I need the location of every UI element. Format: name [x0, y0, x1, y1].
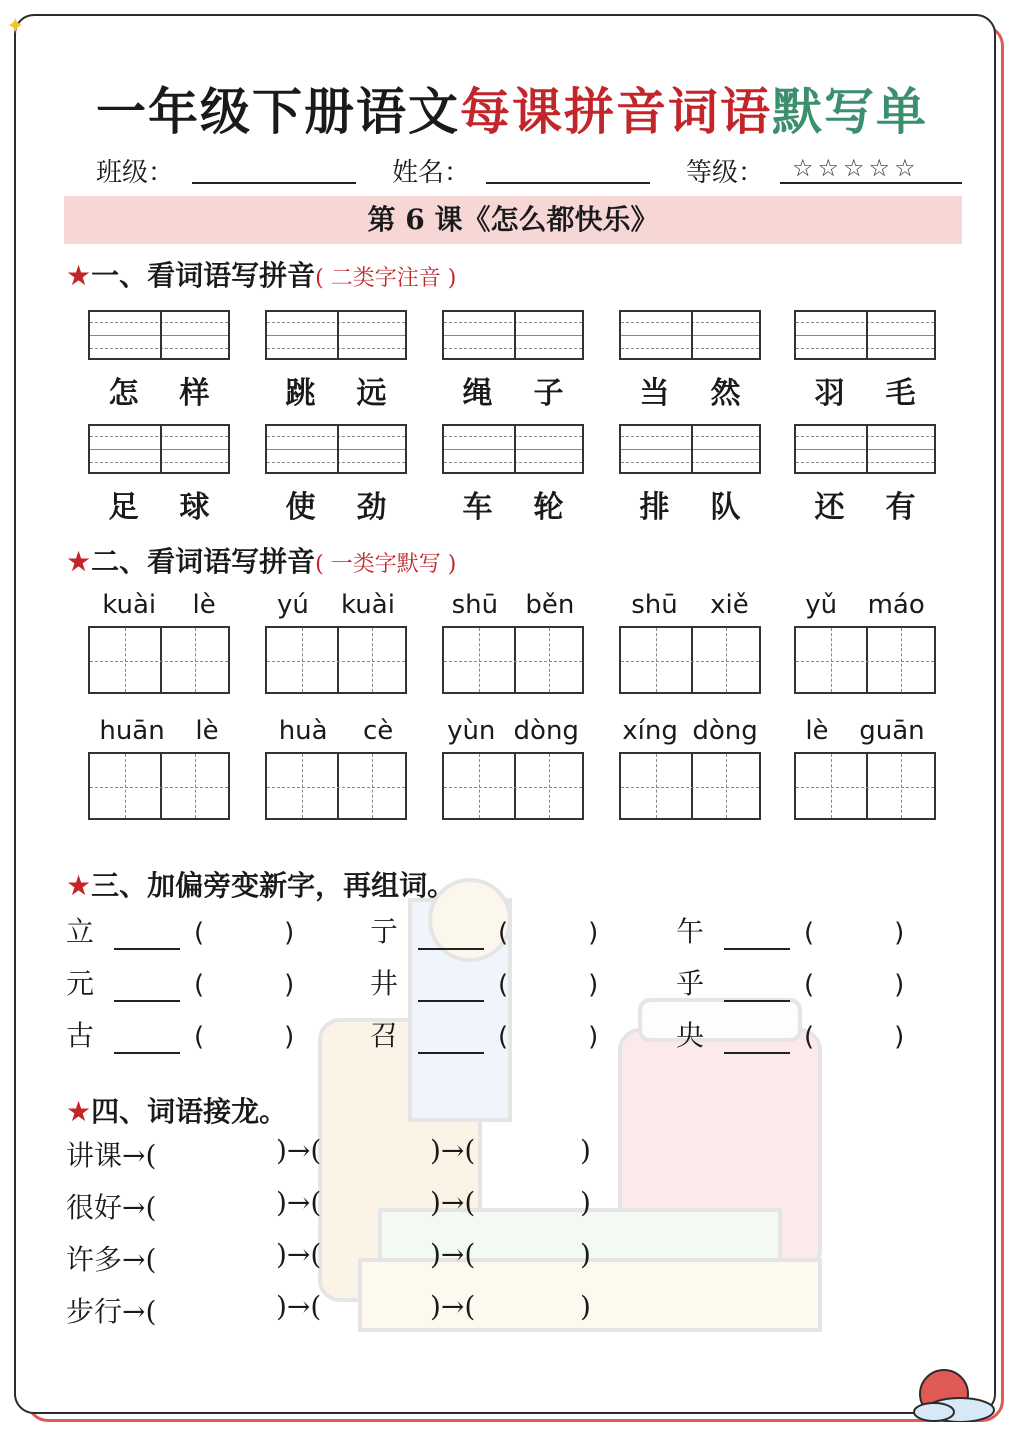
open-paren: (: [804, 918, 815, 948]
pinyin-syllable: xiě: [710, 590, 749, 620]
radical-exercise: [676, 910, 904, 950]
section-2-heading: 二、看词语写拼音: [91, 545, 316, 578]
name-label: 姓名：: [392, 158, 471, 188]
pinyin-syllable: huān: [99, 716, 165, 746]
vocab-word: [794, 482, 936, 526]
pinyin-syllable: xíng: [622, 716, 678, 746]
character-writing-grid[interactable]: [794, 626, 936, 694]
open-paren: (: [498, 970, 509, 1000]
close-paren: ): [894, 970, 905, 1000]
vocab-char: 样: [179, 376, 210, 411]
vocab-char: 还: [814, 490, 845, 525]
close-paren: ): [284, 970, 295, 1000]
base-char: 立: [66, 915, 95, 948]
open-paren: (: [804, 970, 815, 1000]
word-blank[interactable]: [204, 967, 284, 993]
pinyin-syllable: yùn: [447, 716, 496, 746]
class-field[interactable]: [192, 182, 356, 184]
word-blank[interactable]: [204, 1019, 284, 1045]
vocab-char: 队: [710, 490, 741, 525]
pinyin-writing-box[interactable]: [442, 310, 584, 360]
vocab-word: [619, 368, 761, 412]
pinyin-label: [261, 716, 411, 746]
star-icon: ★: [66, 869, 92, 902]
grade-stars[interactable]: ☆☆☆☆☆: [792, 154, 920, 182]
section-2-title: [66, 540, 456, 580]
vocab-word: [442, 482, 584, 526]
new-char-blank[interactable]: [114, 1026, 180, 1054]
pinyin-syllable: yú: [277, 590, 309, 620]
new-char-blank[interactable]: [724, 974, 790, 1002]
section-1-title: [66, 254, 456, 294]
radical-exercise: [676, 1014, 904, 1054]
pinyin-label: [790, 590, 940, 620]
vocab-char: 足: [108, 490, 139, 525]
vocab-char: 然: [710, 376, 741, 411]
chain-close-paren: ): [580, 1186, 591, 1219]
star-icon: ★: [66, 259, 92, 292]
chain-start-word: 许多→(: [66, 1243, 157, 1276]
pinyin-label: [790, 716, 940, 746]
character-writing-grid[interactable]: [619, 626, 761, 694]
new-char-blank[interactable]: [418, 974, 484, 1002]
title-part-1: 一年级下册语文: [96, 82, 460, 141]
open-paren: (: [498, 918, 509, 948]
vocab-char: 劲: [356, 490, 387, 525]
new-char-blank[interactable]: [418, 922, 484, 950]
pinyin-syllable: shū: [631, 590, 678, 620]
pinyin-syllable: shū: [451, 590, 499, 620]
open-paren: (: [804, 1022, 815, 1052]
base-char: 央: [676, 1019, 705, 1052]
base-char: 古: [66, 1019, 95, 1052]
vocab-word: [794, 368, 936, 412]
pinyin-syllable: lè: [805, 716, 829, 746]
vocab-char: 毛: [885, 376, 916, 411]
radical-exercise: [370, 910, 598, 950]
vocab-char: 排: [639, 490, 670, 525]
close-paren: ): [284, 918, 295, 948]
chain-close-paren: ): [580, 1238, 591, 1271]
pinyin-writing-box[interactable]: [442, 424, 584, 474]
vocab-char: 有: [885, 490, 916, 525]
vocab-word: [619, 482, 761, 526]
radical-exercise: [370, 1014, 598, 1054]
character-writing-grid[interactable]: [619, 752, 761, 820]
vocab-char: 远: [356, 376, 387, 411]
grade-label: 等级：: [686, 158, 765, 188]
pinyin-writing-box[interactable]: [794, 424, 936, 474]
chain-connector: )→(: [430, 1290, 476, 1323]
pinyin-writing-box[interactable]: [619, 310, 761, 360]
pinyin-label: [438, 716, 588, 746]
new-char-blank[interactable]: [418, 1026, 484, 1054]
pinyin-label: [261, 590, 411, 620]
character-writing-grid[interactable]: [88, 626, 230, 694]
vocab-char: 球: [179, 490, 210, 525]
chain-connector: )→(: [276, 1238, 322, 1271]
chain-connector: )→(: [276, 1134, 322, 1167]
word-blank[interactable]: [814, 1019, 894, 1045]
radical-exercise: [66, 1014, 294, 1054]
word-blank[interactable]: [204, 915, 284, 941]
word-blank[interactable]: [814, 967, 894, 993]
pinyin-writing-box[interactable]: [794, 310, 936, 360]
character-writing-grid[interactable]: [442, 626, 584, 694]
pinyin-label: [84, 590, 234, 620]
pinyin-syllable: cè: [363, 716, 394, 746]
lesson-title: 第 6 课《怎么都快乐》: [64, 196, 962, 244]
section-4-title: [66, 1090, 287, 1130]
close-paren: ): [284, 1022, 295, 1052]
pinyin-writing-box[interactable]: [265, 424, 407, 474]
character-writing-grid[interactable]: [88, 752, 230, 820]
pinyin-writing-box[interactable]: [265, 310, 407, 360]
chain-connector: )→(: [430, 1238, 476, 1271]
section-3-heading: 三、加偏旁变新字，再组词。: [91, 869, 456, 902]
close-paren: ): [894, 918, 905, 948]
new-char-blank[interactable]: [114, 922, 180, 950]
open-paren: (: [194, 970, 205, 1000]
chain-connector: )→(: [276, 1186, 322, 1219]
base-char: 乎: [676, 967, 705, 1000]
open-paren: (: [498, 1022, 509, 1052]
cloud-sun-icon: [904, 1362, 1000, 1422]
word-blank[interactable]: [508, 967, 588, 993]
student-info-row: [96, 152, 966, 188]
vocab-char: 绳: [462, 376, 493, 411]
word-blank[interactable]: [814, 915, 894, 941]
new-char-blank[interactable]: [724, 922, 790, 950]
chain-start-word: 讲课→(: [66, 1139, 157, 1172]
close-paren: ): [588, 1022, 599, 1052]
chain-start-word: 步行→(: [66, 1295, 157, 1328]
pinyin-syllable: běn: [525, 590, 575, 620]
chain-connector: )→(: [276, 1290, 322, 1323]
pinyin-syllable: dòng: [692, 716, 758, 746]
character-writing-grid[interactable]: [442, 752, 584, 820]
character-writing-grid[interactable]: [265, 752, 407, 820]
pinyin-label: [615, 716, 765, 746]
vocab-char: 羽: [814, 376, 845, 411]
section-1-note: ( 二类字注音 ): [315, 266, 457, 291]
title-part-2: 每课拼音词语: [460, 82, 772, 141]
grade-field[interactable]: [780, 182, 962, 184]
base-char: 午: [676, 915, 705, 948]
vocab-char: 使: [285, 490, 316, 525]
pinyin-syllable: máo: [867, 590, 925, 620]
pinyin-syllable: huà: [278, 716, 328, 746]
radical-exercise: [66, 910, 294, 950]
close-paren: ): [588, 918, 599, 948]
base-char: 元: [66, 967, 95, 1000]
radical-exercise: [66, 962, 294, 1002]
pinyin-syllable: kuài: [102, 590, 157, 620]
vocab-word: [265, 368, 407, 412]
radical-exercise: [676, 962, 904, 1002]
class-label: 班级：: [96, 158, 175, 188]
pinyin-syllable: guān: [859, 716, 925, 746]
pinyin-syllable: yǔ: [805, 590, 838, 620]
star-icon: ★: [66, 1095, 92, 1128]
section-2-note: ( 一类字默写 ): [315, 552, 457, 577]
base-char: 召: [370, 1019, 399, 1052]
pinyin-syllable: dòng: [513, 716, 579, 746]
section-3-title: [66, 864, 455, 904]
new-char-blank[interactable]: [724, 1026, 790, 1054]
pinyin-writing-box[interactable]: [88, 424, 230, 474]
section-1-heading: 一、看词语写拼音: [91, 259, 316, 292]
open-paren: (: [194, 918, 205, 948]
vocab-char: 当: [639, 376, 670, 411]
character-writing-grid[interactable]: [265, 626, 407, 694]
vocab-char: 子: [533, 376, 564, 411]
chain-close-paren: ): [580, 1134, 591, 1167]
base-char: 亍: [370, 915, 399, 948]
chain-close-paren: ): [580, 1290, 591, 1323]
vocab-word: [442, 368, 584, 412]
vocab-char: 跳: [285, 376, 316, 411]
vocab-word: [88, 482, 230, 526]
pinyin-syllable: lè: [195, 716, 219, 746]
corner-star-icon: ✦: [6, 14, 25, 39]
page-title: [0, 72, 1024, 144]
vocab-char: 车: [462, 490, 493, 525]
pinyin-syllable: lè: [192, 590, 216, 620]
pinyin-writing-box[interactable]: [88, 310, 230, 360]
section-4-heading: 四、词语接龙。: [91, 1095, 288, 1128]
radical-exercise: [370, 962, 598, 1002]
pinyin-writing-box[interactable]: [619, 424, 761, 474]
chain-connector: )→(: [430, 1134, 476, 1167]
chain-connector: )→(: [430, 1186, 476, 1219]
vocab-word: [88, 368, 230, 412]
base-char: 井: [370, 967, 399, 1000]
open-paren: (: [194, 1022, 205, 1052]
chain-start-word: 很好→(: [66, 1191, 157, 1224]
character-writing-grid[interactable]: [794, 752, 936, 820]
new-char-blank[interactable]: [114, 974, 180, 1002]
close-paren: ): [588, 970, 599, 1000]
close-paren: ): [894, 1022, 905, 1052]
vocab-char: 怎: [108, 376, 139, 411]
pinyin-label: [438, 590, 588, 620]
star-icon: ★: [66, 545, 92, 578]
pinyin-label: [615, 590, 765, 620]
pinyin-label: [84, 716, 234, 746]
name-field[interactable]: [486, 182, 650, 184]
word-blank[interactable]: [508, 1019, 588, 1045]
title-part-3: 默写单: [772, 82, 928, 141]
word-blank[interactable]: [508, 915, 588, 941]
vocab-word: [265, 482, 407, 526]
vocab-char: 轮: [533, 490, 564, 525]
pinyin-syllable: kuài: [341, 590, 395, 620]
